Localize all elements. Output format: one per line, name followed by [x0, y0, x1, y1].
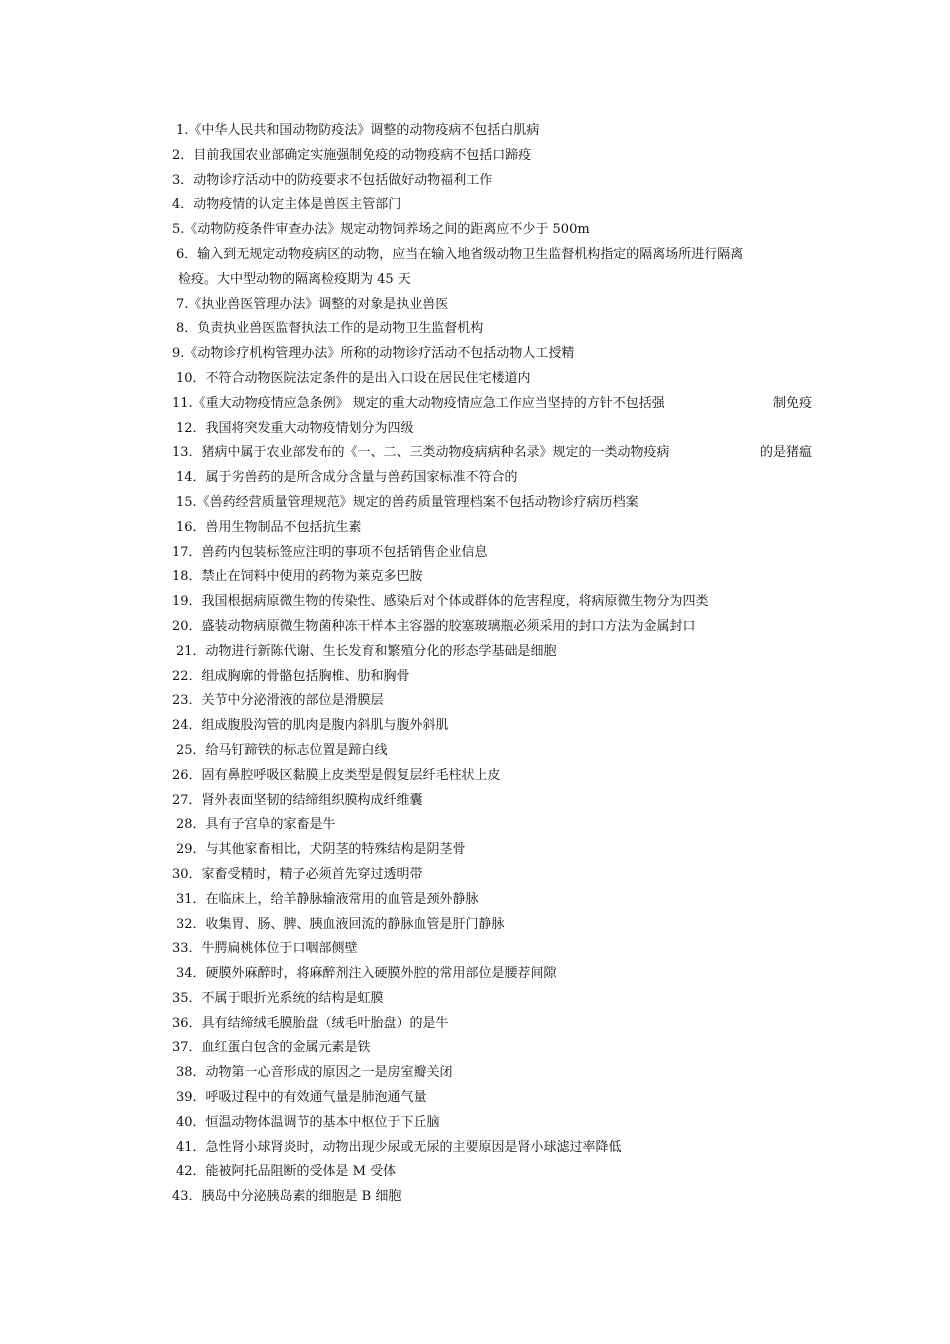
list-item: 4．动物疫情的认定主体是兽医主管部门 — [172, 197, 402, 213]
list-item-text-right: 的是猪瘟 — [759, 445, 812, 461]
list-item: 28．具有子宫阜的家畜是牛 — [176, 817, 336, 833]
list-item: 26．固有鼻腔呼吸区黏膜上皮类型是假复层纤毛柱状上皮 — [172, 767, 501, 783]
question-list — [172, 119, 812, 1210]
list-item: 32．收集胃、肠、脾、胰血液回流的静脉血管是肝门静脉 — [176, 916, 505, 932]
list-item: 42．能被阿托品阻断的受体是 M 受体 — [176, 1164, 397, 1180]
list-item: 22．组成胸廓的骨骼包括胸椎、肋和胸骨 — [172, 668, 410, 684]
list-item: 31．在临床上，给羊静脉输液常用的血管是颈外静脉 — [176, 891, 479, 907]
list-item: 10．不符合动物医院法定条件的是出入口设在居民住宅楼道内 — [176, 370, 531, 386]
list-item: 20．盛装动物病原微生物菌种冻干样本主容器的胶塞玻璃瓶必须采用的封口方法为金属封口 — [172, 618, 696, 634]
list-item: 34．硬膜外麻醉时，将麻醉剂注入硬膜外腔的常用部位是腰荐间隙 — [176, 966, 557, 982]
list-item: 3．动物诊疗活动中的防疫要求不包括做好动物福利工作 — [172, 172, 493, 188]
list-item: 2．目前我国农业部确定实施强制免疫的动物疫病不包括口蹄疫 — [172, 147, 532, 163]
list-item: 25．给马钉蹄铁的标志位置是蹄白线 — [176, 742, 388, 758]
list-item: 24．组成腹股沟管的肌肉是腹内斜肌与腹外斜肌 — [172, 718, 449, 734]
list-item: 37．血红蛋白包含的金属元素是铁 — [172, 1040, 371, 1056]
list-item: 36．具有结缔绒毛膜胎盘（绒毛叶胎盘）的是牛 — [172, 1015, 449, 1031]
list-item: 27．肾外表面坚韧的结缔组织膜构成纤维囊 — [172, 792, 423, 808]
list-item: 6．输入到无规定动物疫病区的动物，应当在输入地省级动物卫生监督机构指定的隔离场所进行隔离 — [176, 246, 744, 262]
list-item: 30．家畜受精时，精子必须首先穿过透明带 — [172, 866, 423, 882]
list-item: 7.《执业兽医管理办法》调整的对象是执业兽医 — [176, 296, 449, 312]
list-item: 19．我国根据病原微生物的传染性、感染后对个体或群体的危害程度，将病原微生物分为四类 — [172, 594, 709, 610]
list-item: 9.《动物诊疗机构管理办法》所称的动物诊疗活动不包括动物人工授精 — [172, 346, 575, 362]
list-item: 16．兽用生物制品不包括抗生素 — [176, 519, 362, 535]
list-item: 33．牛腭扁桃体位于口咽部侧壁 — [172, 941, 358, 957]
list-item: 38．动物第一心音形成的原因之一是房室瓣关闭 — [176, 1065, 453, 1081]
list-item: 43．胰岛中分泌胰岛素的细胞是 B 细胞 — [172, 1189, 402, 1205]
list-item-text: 13．猪病中属于农业部发布的《一、二、三类动物疫病病种名录》规定的一类动物疫病 — [172, 445, 670, 461]
list-item-text: 11.《重大动物疫情应急条例》 规定的重大动物疫情应急工作应当坚持的方针不包括强 — [172, 395, 665, 411]
list-item-continuation: 检疫。大中型动物的隔离检疫期为 45 天 — [178, 271, 411, 287]
list-item: 41．急性肾小球肾炎时，动物出现少尿或无尿的主要原因是肾小球滤过率降低 — [176, 1139, 622, 1155]
list-item: 15.《兽药经营质量管理规范》规定的兽药质量管理档案不包括动物诊疗病历档案 — [176, 494, 639, 510]
list-item: 1.《中华人民共和国动物防疫法》调整的动物疫病不包括白肌病 — [176, 123, 540, 138]
list-item-text-right: 制免疫 — [772, 395, 812, 411]
list-item: 8．负责执业兽医监督执法工作的是动物卫生监督机构 — [176, 321, 484, 337]
list-item: 14．属于劣兽药的是所含成分含量与兽药国家标准不符合的 — [176, 470, 518, 486]
list-item: 29．与其他家畜相比，犬阴茎的特殊结构是阴茎骨 — [176, 842, 466, 858]
list-item: 17．兽药内包装标签应注明的事项不包括销售企业信息 — [172, 544, 488, 560]
list-item: 35．不属于眼折光系统的结构是虹膜 — [172, 990, 384, 1006]
list-item: 18．禁止在饲料中使用的药物为莱克多巴胺 — [172, 569, 423, 585]
list-item — [172, 392, 812, 417]
list-item: 21．动物进行新陈代谢、生长发育和繁殖分化的形态学基础是细胞 — [176, 643, 557, 659]
list-item: 23．关节中分泌滑液的部位是滑膜层 — [172, 693, 384, 709]
list-item: 39．呼吸过程中的有效通气量是肺泡通气量 — [176, 1090, 427, 1106]
list-item: 12．我国将突发重大动物疫情划分为四级 — [176, 420, 414, 436]
list-item: 40．恒温动物体温调节的基本中枢位于下丘脑 — [176, 1114, 440, 1130]
list-item: 5.《动物防疫条件审查办法》规定动物饲养场之间的距离应不少于 500m — [172, 222, 590, 238]
list-item — [172, 441, 812, 466]
